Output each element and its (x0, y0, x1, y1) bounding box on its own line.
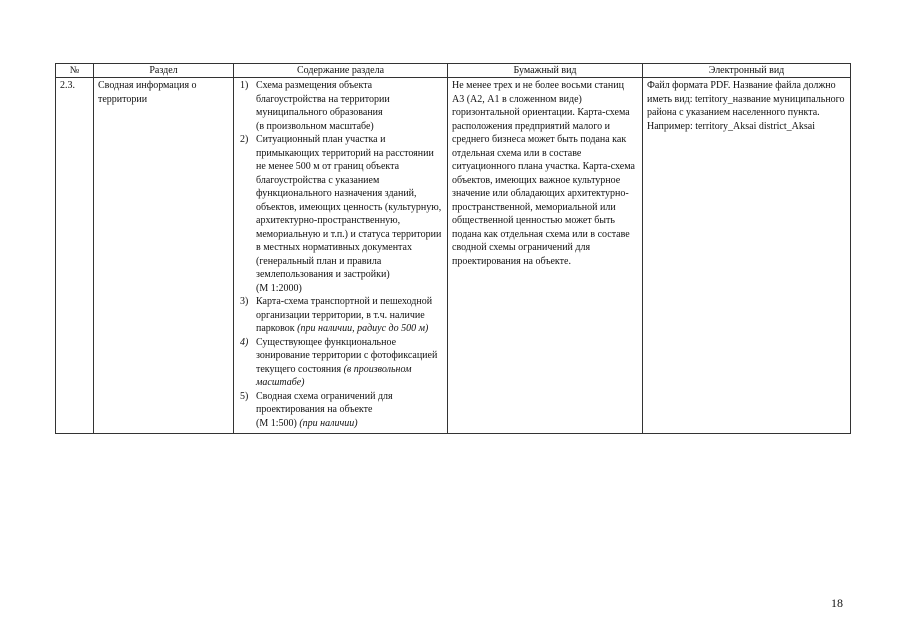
header-number: № (56, 64, 94, 78)
table-row (56, 78, 851, 434)
item-note: (в произвольном масштабе) (256, 120, 374, 132)
item-text: Ситуационный план участка и примыкающих территорий на расстоянии не менее 500 м от границ объекта благоустройства с указанием функционального назначения зданий, объектов, имеющих ценность (культурную, архитектурно-пространственную, мемориальную и т.п.) и статуса территории в местных нормативных документах (генеральный план и правила землепользования и застройки) (256, 134, 442, 280)
row-section: Сводная информация о территории (94, 78, 234, 434)
header-electronic: Электронный вид (643, 64, 851, 78)
item-number: 5) (240, 390, 249, 402)
header-section: Раздел (94, 64, 234, 78)
content-list (238, 79, 443, 430)
item-text: Схема размещения объекта благоустройства на территории муниципального образования (256, 80, 390, 118)
page-number: 18 (831, 596, 843, 610)
item-text: Существующее функциональное зонирование территории с фотофиксацией текущего состояния (256, 336, 438, 375)
list-item (238, 390, 443, 431)
row-paper: Не менее трех и не более восьми станиц А3 (А2, А1 в сложенном виде) горизонтальной ориентации. Карта-схема расположения предприятий малого и среднего бизнеса может быть подана как отдельная схема или в составе ситуационного плана участка. Карта-схема объектов, имеющих важное культурное значение или обладающих архитектурно-пространственной, мемориальной или общественной ценностью может быть подана как отдельная схема или в составе сводной схемы ограничений для проектирования на объекте. (448, 78, 643, 434)
item-text: Карта-схема транспортной и пешеходной организации территории, в т.ч. наличие парковок (256, 296, 433, 334)
list-item (238, 295, 443, 336)
row-content (234, 78, 448, 434)
item-note: (в произвольном масштабе) (256, 363, 412, 388)
item-note: (при наличии, радиус до 500 м) (297, 323, 429, 334)
item-note: (М 1:2000) (256, 282, 302, 294)
table-header-row (56, 64, 851, 78)
list-item (238, 133, 443, 295)
item-note-extra: (при наличии) (299, 417, 358, 429)
header-paper: Бумажный вид (448, 64, 643, 78)
item-number: 1) (240, 80, 249, 91)
item-text: Сводная схема ограничений для проектирования на объекте (256, 390, 393, 415)
row-number: 2.3. (56, 78, 94, 434)
list-item (238, 79, 443, 133)
requirements-table (55, 63, 851, 434)
header-content: Содержание раздела (234, 64, 448, 78)
item-note: (М 1:500) (256, 417, 297, 429)
item-number: 3) (240, 296, 249, 307)
row-electronic: Файл формата PDF. Название файла должно иметь вид: territory_название муниципального района с указанием населенного пункта. Например: territory_Aksai district_Aksai (643, 78, 851, 434)
list-item (238, 336, 443, 390)
item-number: 4) (240, 336, 249, 348)
item-number: 2) (240, 134, 249, 145)
